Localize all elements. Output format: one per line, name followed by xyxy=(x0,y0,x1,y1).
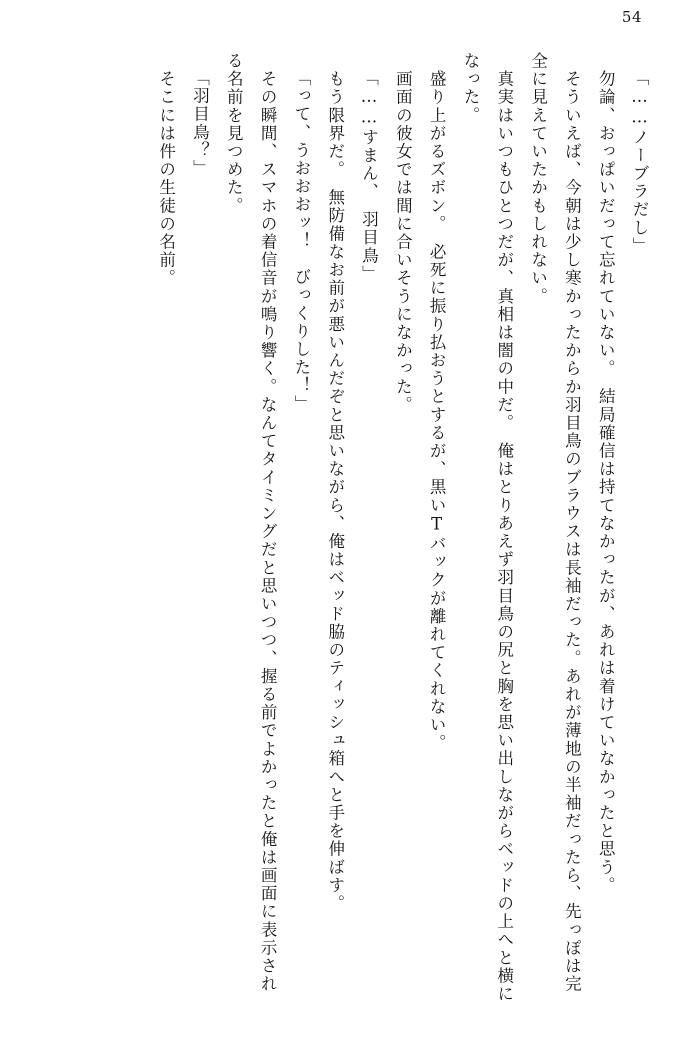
page-number: 54 xyxy=(621,8,642,26)
paragraph: その瞬間、スマホの着信音が鳴り響く。なんてタイミングだと思いつつ、握る前でよかったと俺は画面に表示される名前を見つめた。 xyxy=(224,52,278,994)
paragraph: 「……ノーブラだし」 xyxy=(630,68,649,255)
paragraph: 真実はいつもひとつだが、真相は闇の中だ。 俺はとりあえず羽目鳥の尻と胸を思い出しながらベッドの上へと横になった。 xyxy=(460,52,514,1004)
paragraph: もう限界だ。 無防備なお前が悪いんだぞと思いながら、俺はベッド脇のティッシュ箱へと手を伸ばす。 xyxy=(325,52,345,913)
paragraph: そこには件の生徒の名前。 xyxy=(156,52,176,288)
paragraph: 「って、うおおおッ！ びっくりした！」 xyxy=(291,68,311,413)
paragraph: 「羽目鳥？」 xyxy=(190,68,210,178)
paragraph: 勿論、おっぱいだって忘れていない。 結局確信は持てなかったが、あれは着けていなかったと思う。 xyxy=(596,52,616,895)
paragraph: そういえば、今朝は少し寒かったからか羽目鳥のブラウスは長袖だった。あれが薄地の半袖だったら、先っぽは完全に見えていたかもしれない。 xyxy=(528,52,582,994)
paragraph: 「……すまん、 羽目鳥」 xyxy=(359,68,379,283)
paragraph: 盛り上がるズボン。 必死に振り払おうとするが、黒いTバックが離れてくれない。 xyxy=(427,52,447,753)
paragraph: 画面の彼女では間に合いそうになかった。 xyxy=(393,52,413,414)
body-text xyxy=(44,52,656,1010)
